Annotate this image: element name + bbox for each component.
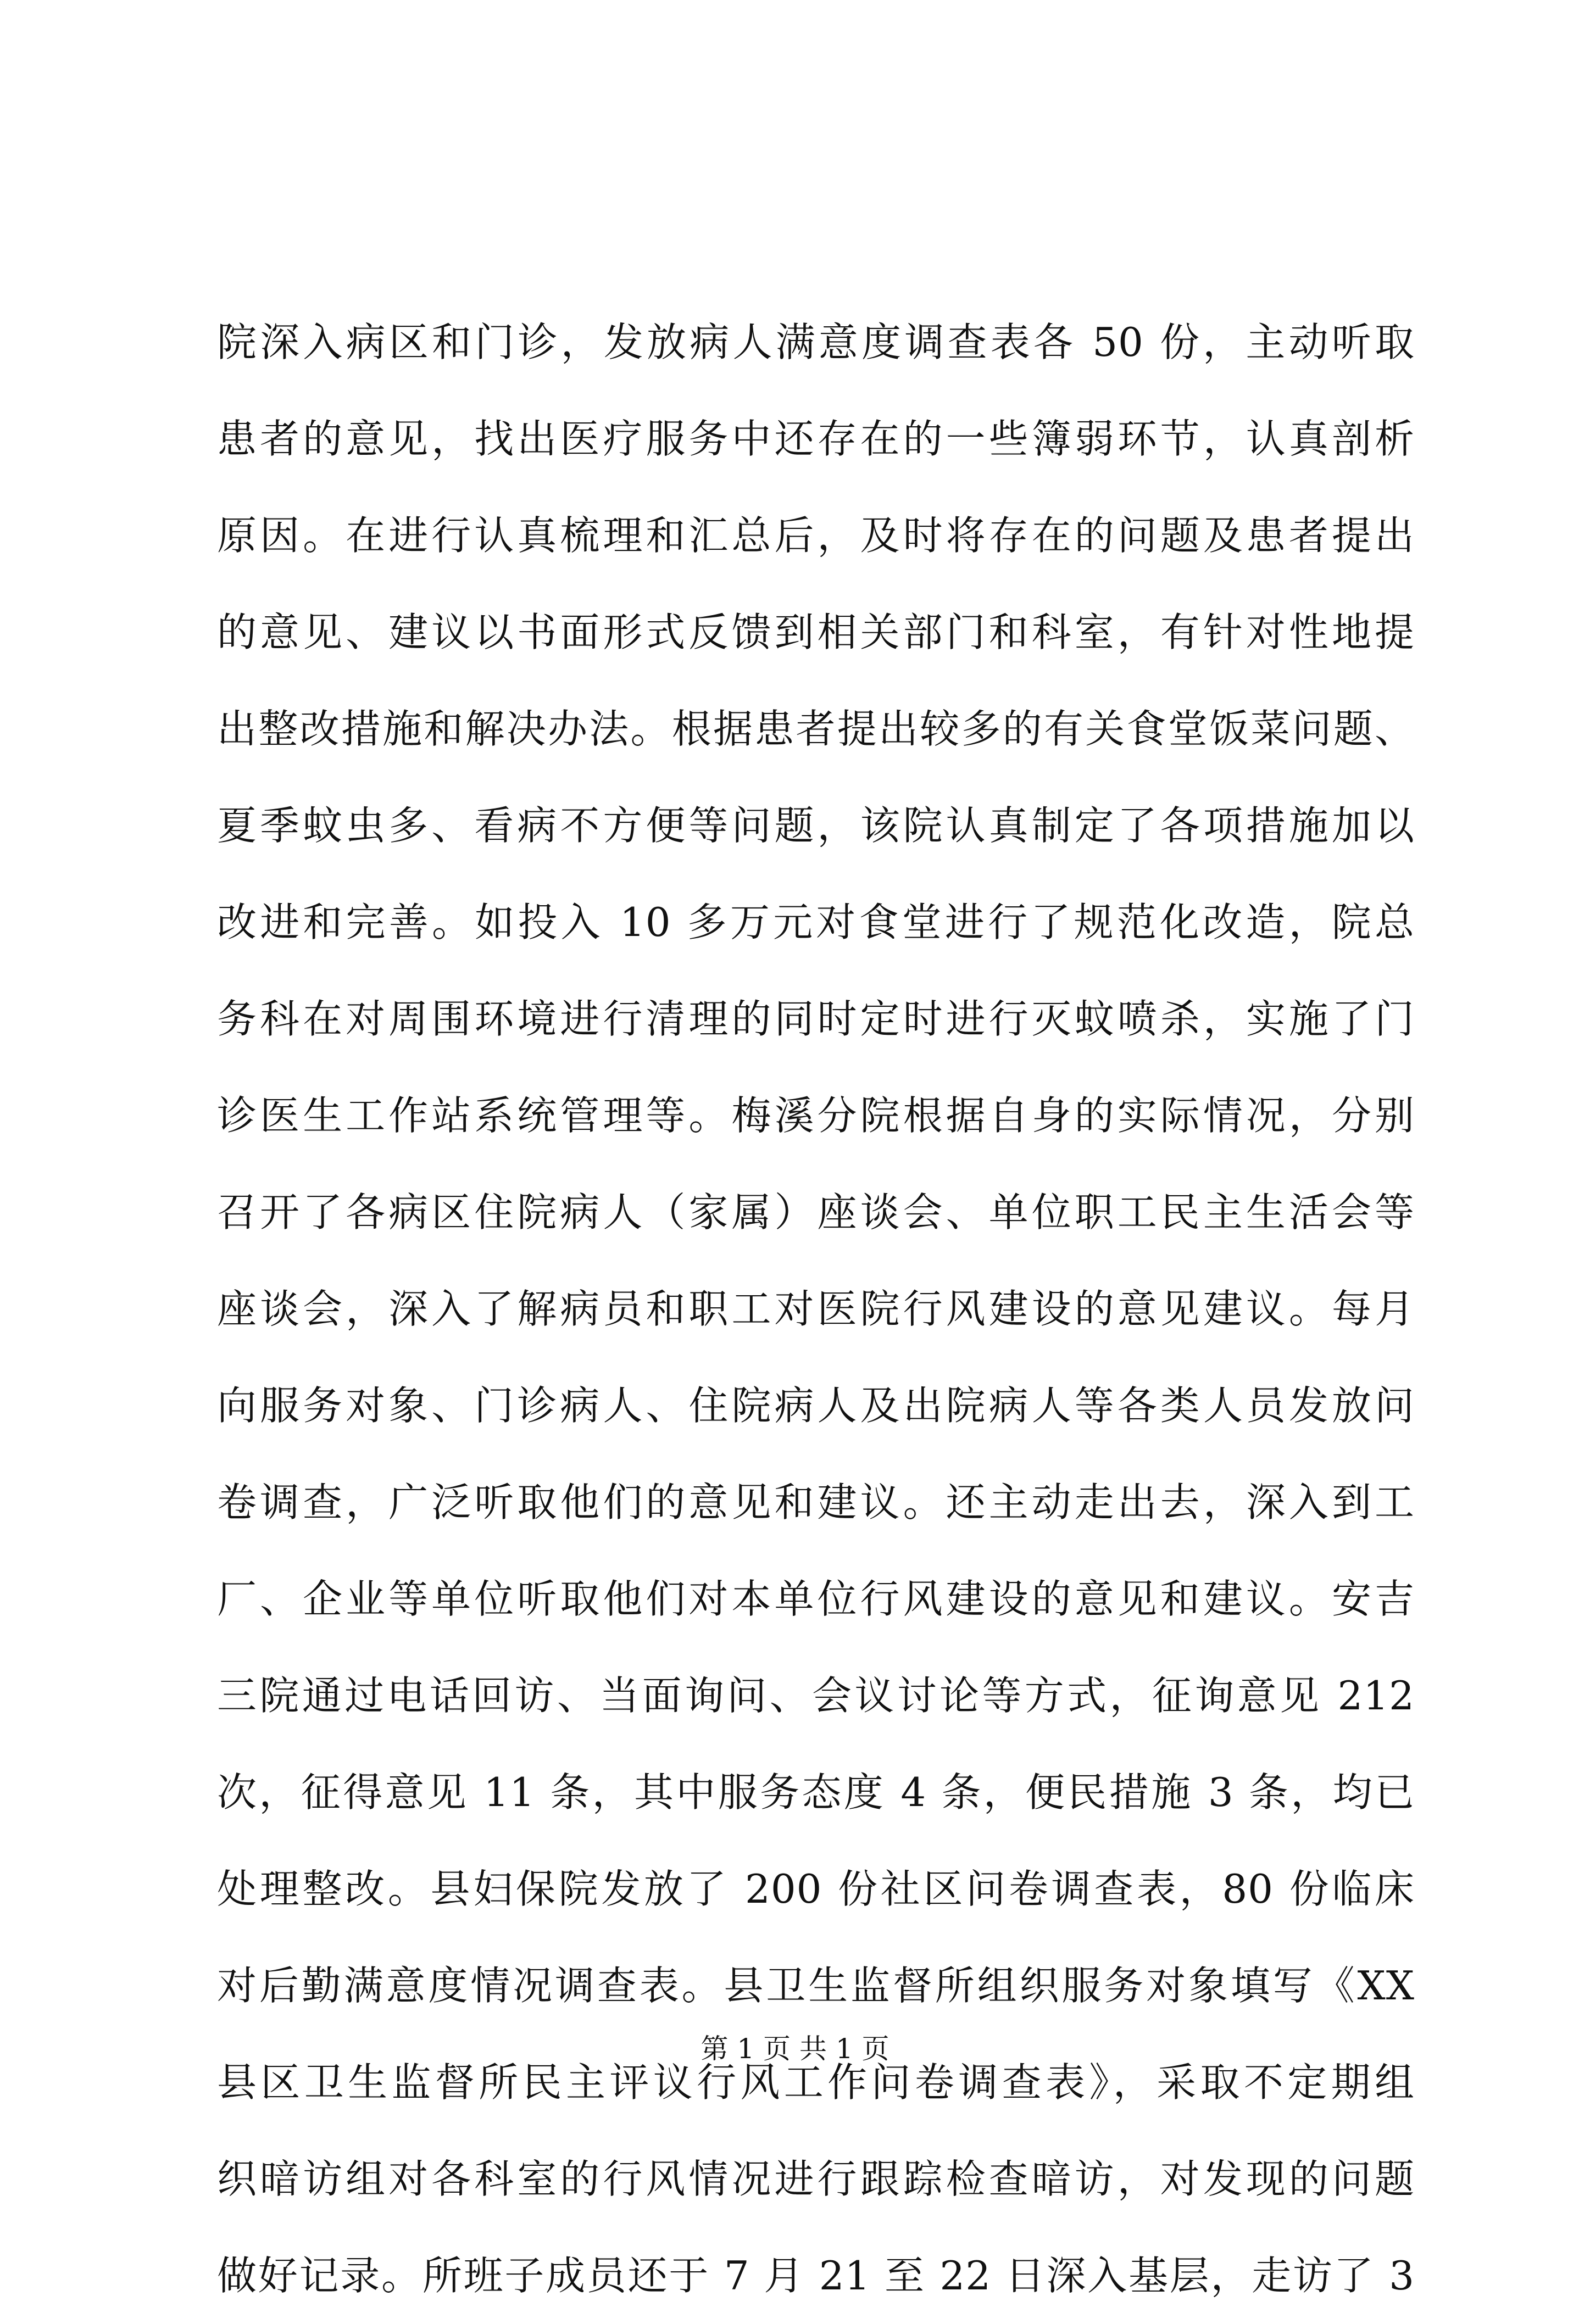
text-line: 卷调查，广泛听取他们的意见和建议。还主动走出去，深入到工 [217,1479,1415,1525]
text-line: 处理整改。县妇保院发放了 200 份社区问卷调查表，80 份临床 [217,1866,1415,1912]
text-line: 座谈会，深入了解病员和职工对医院行风建设的意见建议。每月 [217,1286,1415,1332]
text-line: 夏季蚊虫多、看病不方便等问题，该院认真制定了各项措施加以 [217,802,1415,849]
text-line: 对后勤满意度情况调查表。县卫生监督所组织服务对象填写《XX [217,1963,1415,2009]
text-line: 务科在对周围环境进行清理的同时定时进行灭蚊喷杀，实施了门 [217,996,1415,1042]
text-line: 诊医生工作站系统管理等。梅溪分院根据自身的实际情况，分别 [217,1093,1415,1139]
body-text [217,294,1415,2324]
text-line: 患者的意见，找出医疗服务中还存在的一些簿弱环节，认真剖析 [217,416,1415,462]
text-line: 做好记录。所班子成员还于 7 月 21 至 22 日深入基层，走访了 3 [217,2253,1415,2299]
text-line: 院深入病区和门诊，发放病人满意度调查表各 50 份，主动听取 [217,319,1415,365]
text-line: 改进和完善。如投入 10 多万元对食堂进行了规范化改造，院总 [217,899,1415,945]
text-line: 的意见、建议以书面形式反馈到相关部门和科室，有针对性地提 [217,609,1415,655]
text-line: 县区卫生监督所民主评议行风工作问卷调查表》，采取不定期组 [217,2059,1415,2105]
page-footer: 第 1 页 共 1 页 [701,2033,889,2065]
text-line: 向服务对象、门诊病人、住院病人及出院病人等各类人员发放问 [217,1383,1415,1429]
text-line: 厂、企业等单位听取他们对本单位行风建设的意见和建议。安吉 [217,1576,1415,1622]
text-line: 三院通过电话回访、当面询问、会议讨论等方式，征询意见 212 [217,1673,1415,1719]
text-line: 出整改措施和解决办法。根据患者提出较多的有关食堂饭菜问题、 [217,706,1415,752]
text-line: 次，征得意见 11 条，其中服务态度 4 条，便民措施 3 条，均已 [217,1769,1415,1815]
text-line: 织暗访组对各科室的行风情况进行跟踪检查暗访，对发现的问题 [217,2156,1415,2202]
text-line: 召开了各病区住院病人（家属）座谈会、单位职工民主生活会等 [217,1189,1415,1235]
text-line: 原因。在进行认真梳理和汇总后，及时将存在的问题及患者提出 [217,512,1415,559]
